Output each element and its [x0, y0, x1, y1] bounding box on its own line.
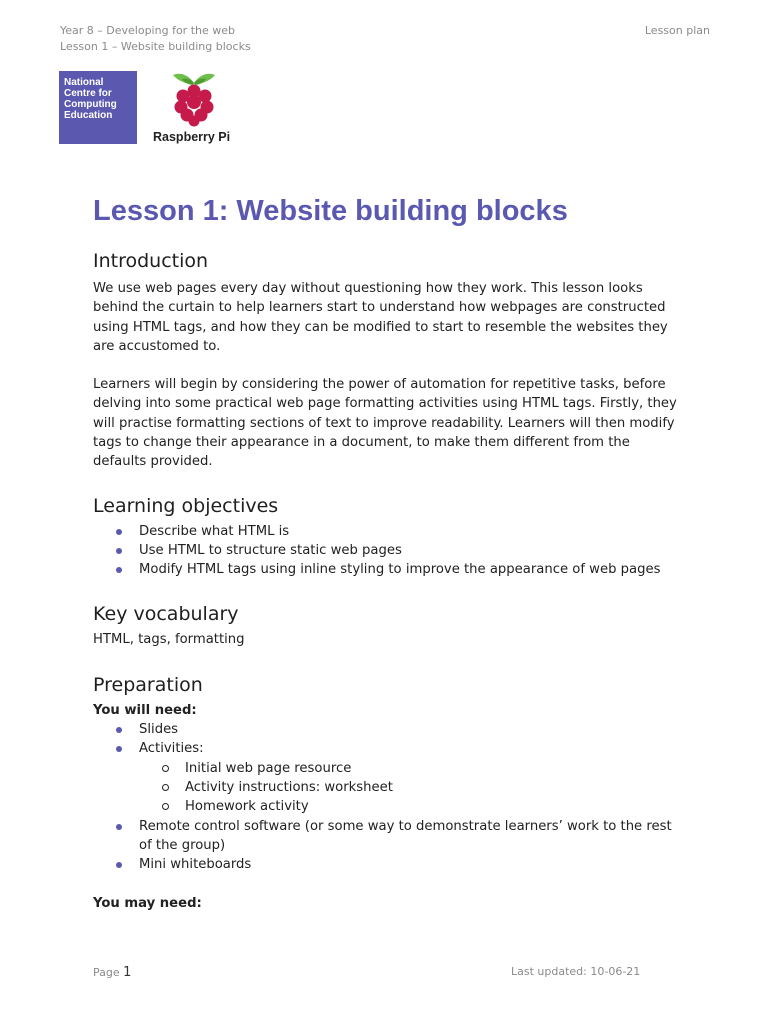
page-number: 1 — [123, 965, 132, 980]
sublist-item: Initial web page resource — [139, 759, 683, 778]
last-updated: Last updated: 10-06-21 — [511, 965, 641, 978]
preparation-heading: Preparation — [93, 673, 203, 696]
list-item: Mini whiteboards — [93, 855, 683, 874]
vocabulary-heading: Key vocabulary — [93, 602, 239, 625]
activities-label: Activities: — [139, 741, 204, 757]
ncce-logo — [59, 71, 137, 144]
introduction-heading: Introduction — [93, 250, 209, 272]
page-number-footer — [93, 965, 131, 980]
you-will-need-label: You will need: — [93, 702, 197, 718]
page-title: Lesson 1: Website building blocks — [93, 195, 568, 227]
page-label: Page — [93, 966, 120, 979]
objectives-list — [93, 522, 683, 580]
raspberry-icon — [168, 70, 220, 128]
sublist-item: Homework activity — [139, 797, 683, 816]
you-may-need-label: You may need: — [93, 895, 202, 911]
lesson-content — [93, 190, 683, 913]
ncce-logo-line: Education — [64, 110, 113, 121]
header-doc-type: Lesson plan — [644, 24, 710, 37]
preparation-list — [93, 720, 683, 874]
list-item: Modify HTML tags using inline styling to improve the appearance of web pages — [93, 560, 683, 579]
page-header-left — [60, 23, 251, 55]
introduction-paragraph: We use web pages every day without questioning how they work. This lesson looks behind the curtain to help learners start to understand how webpages are constructed using HTML tags, and how they can be modified to start to resemble the websites they are accustomed to. — [93, 281, 668, 354]
list-item — [93, 739, 683, 816]
ncce-logo-line: Computing — [64, 99, 117, 110]
list-item: Slides — [93, 720, 683, 739]
introduction-paragraph: Learners will begin by considering the power of automation for repetitive tasks, before delving into some practical web page formatting activities using HTML tags. Firstly, they will practise formatting sections of text to improve readability. Learners will then modify tags to change their appearance in a document, to make them different from the defaults provided. — [93, 377, 677, 470]
header-course: Year 8 – Developing for the web — [60, 24, 235, 37]
sublist-item: Activity instructions: worksheet — [139, 778, 683, 797]
raspberry-pi-label: Raspberry Pi — [153, 130, 231, 144]
activities-sublist — [139, 759, 683, 817]
list-item: Use HTML to structure static web pages — [93, 541, 683, 560]
ncce-logo-line: National — [64, 77, 104, 88]
vocabulary-text: HTML, tags, formatting — [93, 631, 245, 647]
objectives-heading: Learning objectives — [93, 494, 279, 517]
list-item: Describe what HTML is — [93, 522, 683, 541]
ncce-logo-line: Centre for — [64, 88, 112, 99]
raspberry-pi-logo — [150, 68, 238, 148]
list-item: Remote control software (or some way to demonstrate learners’ work to the rest of the group) — [93, 817, 683, 856]
header-lesson: Lesson 1 – Website building blocks — [60, 40, 251, 53]
